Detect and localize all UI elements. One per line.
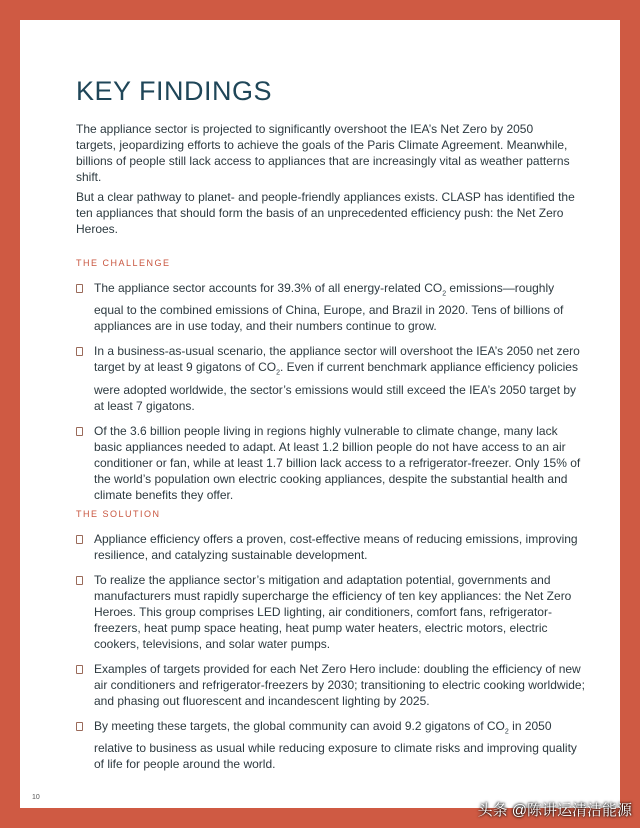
intro-paragraph-2: But a clear pathway to planet- and people-friendly appliances exists. CLASP has identified the ten appliances that should form the basis of an unprecedented efficiency push: the Net Zero Heroes. xyxy=(76,190,575,236)
solution-heading: THE SOLUTION xyxy=(76,509,161,519)
challenge-list xyxy=(76,280,586,512)
solution-item-3: Examples of targets provided for each Net Zero Hero include: doubling the efficiency of new air conditioners and refrigerator-freezers by 2030; transitioning to electric cooking worldwide; and phasing out fluorescent and incandescent lighting by 2025. xyxy=(76,661,586,709)
bullet-icon xyxy=(76,284,83,293)
intro-paragraph-1: The appliance sector is projected to significantly overshoot the IEA’s Net Zero by 2050 targets, jeopardizing efforts to achieve the goals of the Paris Climate Agreement. Meanwhile, billions of people still lack access to appliances that are increasingly vital as weather patterns shift. xyxy=(76,122,570,184)
intro-text xyxy=(76,121,576,241)
solution-item-1: Appliance efficiency offers a proven, cost-effective means of reducing emissions, improving resilience, and catalyzing sustainable development. xyxy=(76,531,586,563)
page-title: KEY FINDINGS xyxy=(76,76,273,106)
bullet-icon xyxy=(76,535,83,544)
watermark: 头条 @陈讲运清洁能源 xyxy=(477,802,632,819)
bullet-icon xyxy=(76,722,83,731)
solution-item-2: To realize the appliance sector’s mitigation and adaptation potential, governments and manufacturers must rapidly supercharge the efficiency of ten key appliances: the Net Zero Heroes. This group comprises LED lighting, air conditioners, comfort fans, refrigerator- freezers, heat pump space heating, heat pump water heaters, electric motors, electric cookers, televisions, and solar water pumps. xyxy=(76,572,586,652)
challenge-heading: THE CHALLENGE xyxy=(76,258,171,268)
bullet-icon xyxy=(76,665,83,674)
bullet-icon xyxy=(76,427,83,436)
document-page xyxy=(20,20,620,808)
page-number: 10 xyxy=(32,794,40,801)
solution-list xyxy=(76,531,586,781)
solution-item-4: By meeting these targets, the global community can avoid 9.2 gigatons of $CO_2$ in 2050 relative to business as usual while reducing exposure to climate risks and improving quality of life for people around the world. xyxy=(76,718,586,772)
challenge-item-2: In a business-as-usual scenario, the appliance sector will overshoot the IEA’s 2050 net zero target by at least 9 gigatons of $CO_2$. Even if current benchmark appliance efficiency policies were adopted worldwide, the sector’s emissions would still exceed the IEA’s 2050 target by at least 7 gigatons. xyxy=(76,343,586,413)
bullet-icon xyxy=(76,347,83,356)
bullet-icon xyxy=(76,576,83,585)
challenge-item-3: Of the 3.6 billion people living in regions highly vulnerable to climate change, many lack basic appliances needed to adapt. At least 1.2 billion people do not have access to an air conditioner or fan, while at least 1.7 billion lack access to a refrigerator-freezer. Only 15% of the world’s population own electric cooking appliances, despite the substantial health and climate benefits they offer. xyxy=(76,423,586,503)
challenge-item-1: The appliance sector accounts for 39.3% of all energy-related $CO_2$ emissions—roughly equal to the combined emissions of China, Europe, and Brazil in 2020. Tens of billions of appliances are in use today, and their numbers continue to grow. xyxy=(76,280,586,334)
